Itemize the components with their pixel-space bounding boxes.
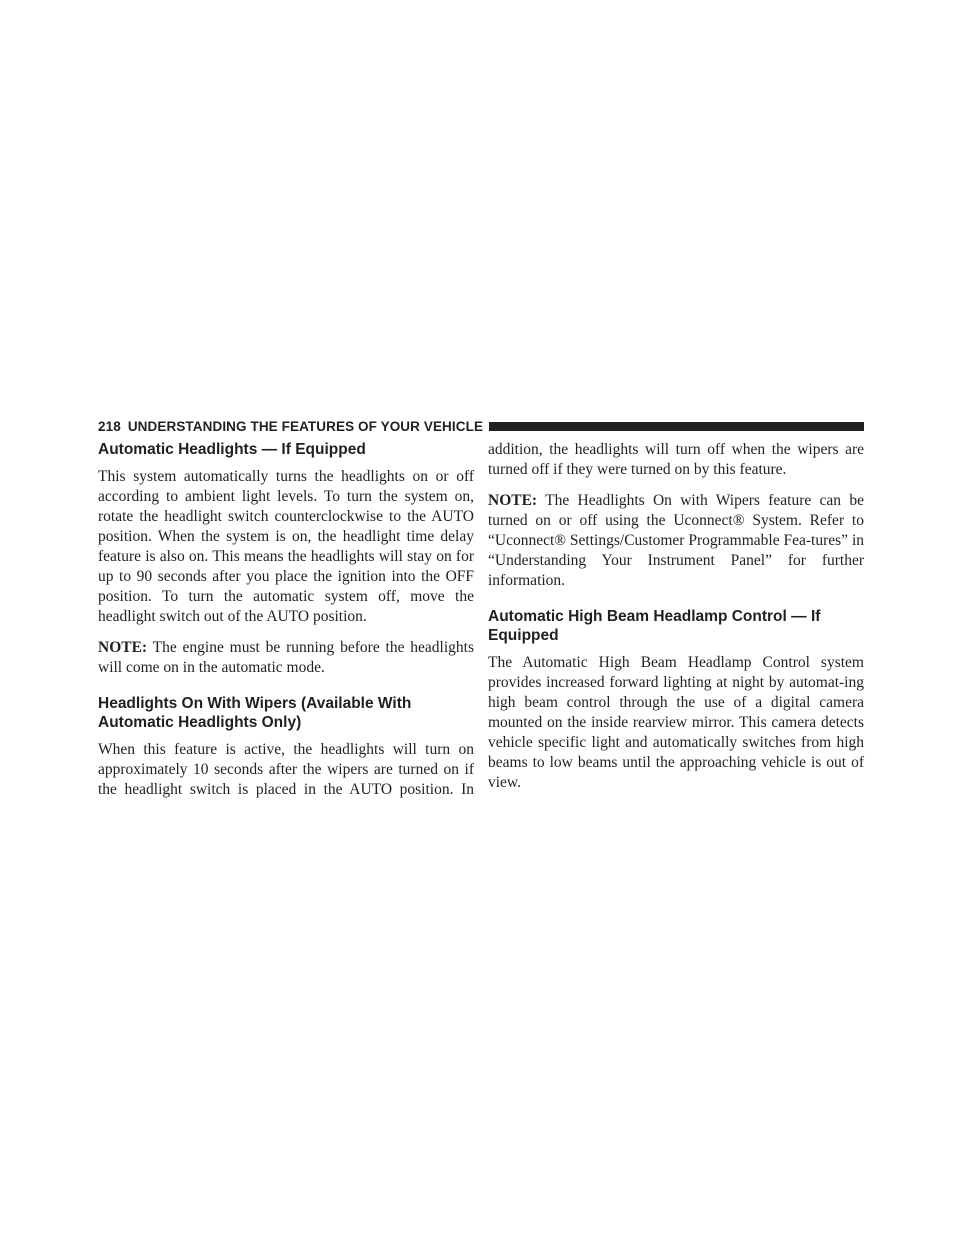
heading-headlights-with-wipers: Headlights On With Wipers (Available With Automatic Headlights Only) xyxy=(98,695,412,731)
note-label: NOTE: xyxy=(98,639,148,656)
note-engine-running xyxy=(98,638,474,678)
note-text: The Headlights On with Wipers feature can be turned on or off using the Uconnect® System. Refer to “Uconnect® Settings/Customer Programmable Fea-tures” in “Understanding Your Instrument Panel” for further information. xyxy=(488,492,864,589)
heading-automatic-headlights: Automatic Headlights — If Equipped xyxy=(98,441,366,458)
page-header xyxy=(98,418,864,434)
paragraph-automatic-headlights: This system automatically turns the headlights on or off according to ambient light levels. To turn the system on, rotate the headlight switch counterclockwise to the AUTO position. When the system is on, the headlight time delay feature is also on. This means the headlights will stay on for up to 90 seconds after you place the ignition into the OFF position. To turn the automatic system off, move the headlight switch out of the AUTO position. xyxy=(98,468,474,625)
note-text: The engine must be running before the headlights will come on in the automatic mode. xyxy=(98,639,474,676)
paragraph-high-beam-control: The Automatic High Beam Headlamp Control system provides increased forward lighting at night by automat-ing high beam control through the use of a digital camera mounted on the inside rearview mirror. This camera detects vehicle specific light and automatically switches from high beams to low beams until the approaching vehicle is out of view. xyxy=(488,654,864,791)
note-label: NOTE: xyxy=(488,492,538,509)
paragraph-headlights-with-wipers-continued: addition, the headlights will turn off when the wipers are turned off if they were turned on by this feature. xyxy=(488,441,864,478)
paragraph-headlights-with-wipers: When this feature is active, the headlights will turn on approximately 10 seconds after the wipers are turned on if the headlight switch is placed in the AUTO position. In xyxy=(98,741,474,798)
heading-high-beam-control: Automatic High Beam Headlamp Control — If Equipped xyxy=(488,608,821,644)
right-column xyxy=(488,440,864,804)
page-number: 218 xyxy=(98,418,121,434)
section-title: UNDERSTANDING THE FEATURES OF YOUR VEHICLE xyxy=(127,418,484,434)
left-column xyxy=(98,440,474,811)
header-rule xyxy=(489,422,864,431)
note-uconnect xyxy=(488,491,864,591)
